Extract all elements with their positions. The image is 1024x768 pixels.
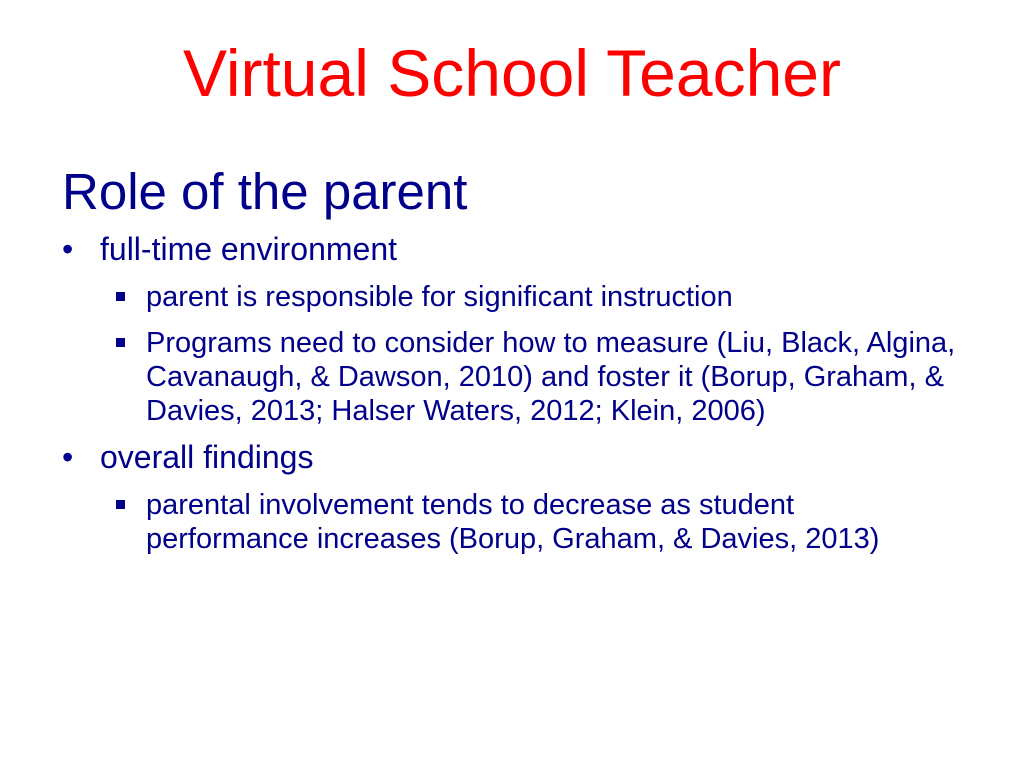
bullet-overall-findings: [62, 438, 962, 476]
bullet-label: overall findings: [100, 439, 314, 475]
square-bullet-icon: [116, 292, 125, 301]
sub-bullet-parental-involvement: [146, 488, 962, 556]
bullet-label: full-time environment: [100, 231, 397, 267]
square-bullet-icon: [116, 500, 125, 509]
section-heading: Role of the parent: [62, 163, 468, 220]
slide-body: [62, 160, 962, 556]
sub-bullet-text: parent is responsible for significant instruction: [146, 281, 733, 313]
round-bullet-icon: •: [62, 231, 74, 267]
square-bullet-icon: [116, 338, 125, 347]
slide-title: Virtual School Teacher: [183, 36, 841, 110]
bullet-full-time-environment: [62, 230, 962, 268]
sub-bullet-text: parental involvement tends to decrease as student performance increases (Borup, Graham, & Davies, 2013): [146, 489, 880, 555]
sub-bullet-programs-measure: [146, 326, 962, 428]
sub-bullet-text: Programs need to consider how to measure (Liu, Black, Algina, Cavanaugh, & Dawson, 2010) and foster it (Borup, Graham, & Davies, 2013; Halser Waters, 2012; Klein, 2006): [146, 327, 956, 427]
round-bullet-icon: •: [62, 439, 74, 475]
sub-bullet-significant-instruction: [146, 280, 962, 314]
